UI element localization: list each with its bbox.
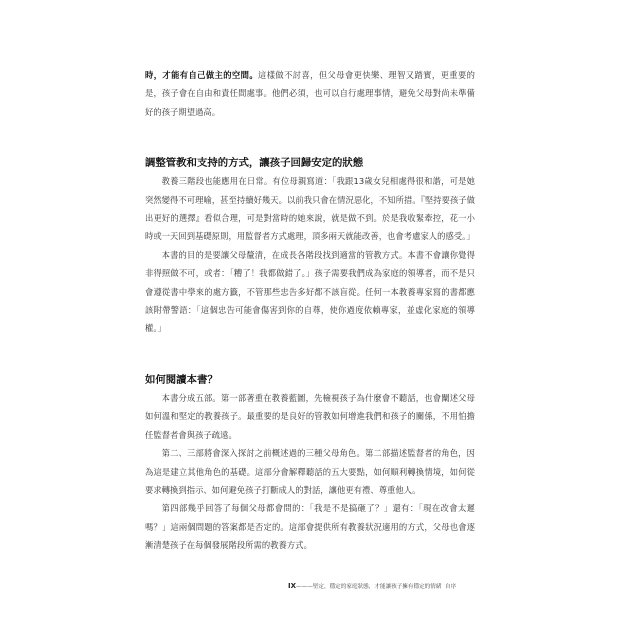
section-heading-adjust-discipline: 調整管教和支持的方式，讓孩子回歸安定的狀態 (145, 157, 364, 170)
section2-paragraph-1: 本書分成五部。第一部著重在教養藍圖，先檢視孩子為什麼會不聽話，也會闡述父母如何溫和堅定的教養孩子。最重要的是良好的管教如何增進我們和孩子的關係，不用怕擔任監督者會與孩子疏遠。 (145, 392, 475, 440)
footer-book-title: 堅定，穩定的家庭狀態，才能讓孩子擁有穩定的情緒 (312, 584, 442, 590)
section1-paragraph-1: 教養三階段也能應用在日常。有位母親寫道：「我跟13歲女兒相處得很和諧，可是她突然變得不可理喻，甚至持續好幾天。以前我只會在情況惡化，不知所措。『堅持要孩子做出更好的選擇』看似合理，可是對當時的她來說，就是做不到。於是我收緊牽控，花一小時或一天回到基礎原則，用監督者方式處理，頂多兩天就能改善，也會考慮家人的感受。」 (145, 176, 475, 242)
opening-paragraph (145, 66, 475, 121)
opening-text: 這樣做不討喜，但父母會更快樂、理智又踏實，更重要的是，孩子會在自由和責任間處事。他們必須，也可以自行處理事情，避免父母對尚未準備好的孩子期望過高。 (145, 70, 475, 117)
section1-paragraph-2: 本書的目的是要讓父母釐清，在成長各階段找到適當的管教方式。本書不會讓你覺得非得照做不可，或者：「糟了！我都做錯了。」孩子需要我們成為家庭的領導者，而不是只會遵從書中學來的處方籤，不管那些忠告多好都不該盲從。任何一本教養專家寫的書都應該附帶警語：「這個忠告可能會傷害到你的自尊，使你過度依賴專家，並虛化家庭的領導權。」 (145, 249, 475, 334)
page-number: IX (288, 582, 297, 590)
footer-section: 自序 (445, 584, 457, 590)
section2-paragraph-3: 第四部幾乎回答了每個父母都會問的：「我是不是搞砸了？」還有：「現在改會太遲嗎？」這兩個問題的答案都是否定的。這部會提供所有教養狀況適用的方式，父母也會逐漸清楚孩子在每個發展階段所需的教養方式。 (145, 503, 475, 551)
section-heading-how-to-read: 如何閱讀本書？ (145, 373, 218, 386)
section2-paragraph-2: 第二、三部將會深入探討之前概述過的三種父母角色。第二部描述監督者的角色，因為這是建立其他角色的基礎。這部分會解釋聽話的五大要點，如何順利轉換情境，如何從要求轉換到指示、如何避免孩子打斷成人的對話，讓他更有禮、尊重他人。 (145, 448, 475, 495)
page-content (145, 66, 475, 555)
running-footer (288, 582, 498, 591)
opening-lead: 時，才能有自己做主的空間。 (145, 70, 259, 80)
footer-dash: ——— (296, 584, 313, 590)
